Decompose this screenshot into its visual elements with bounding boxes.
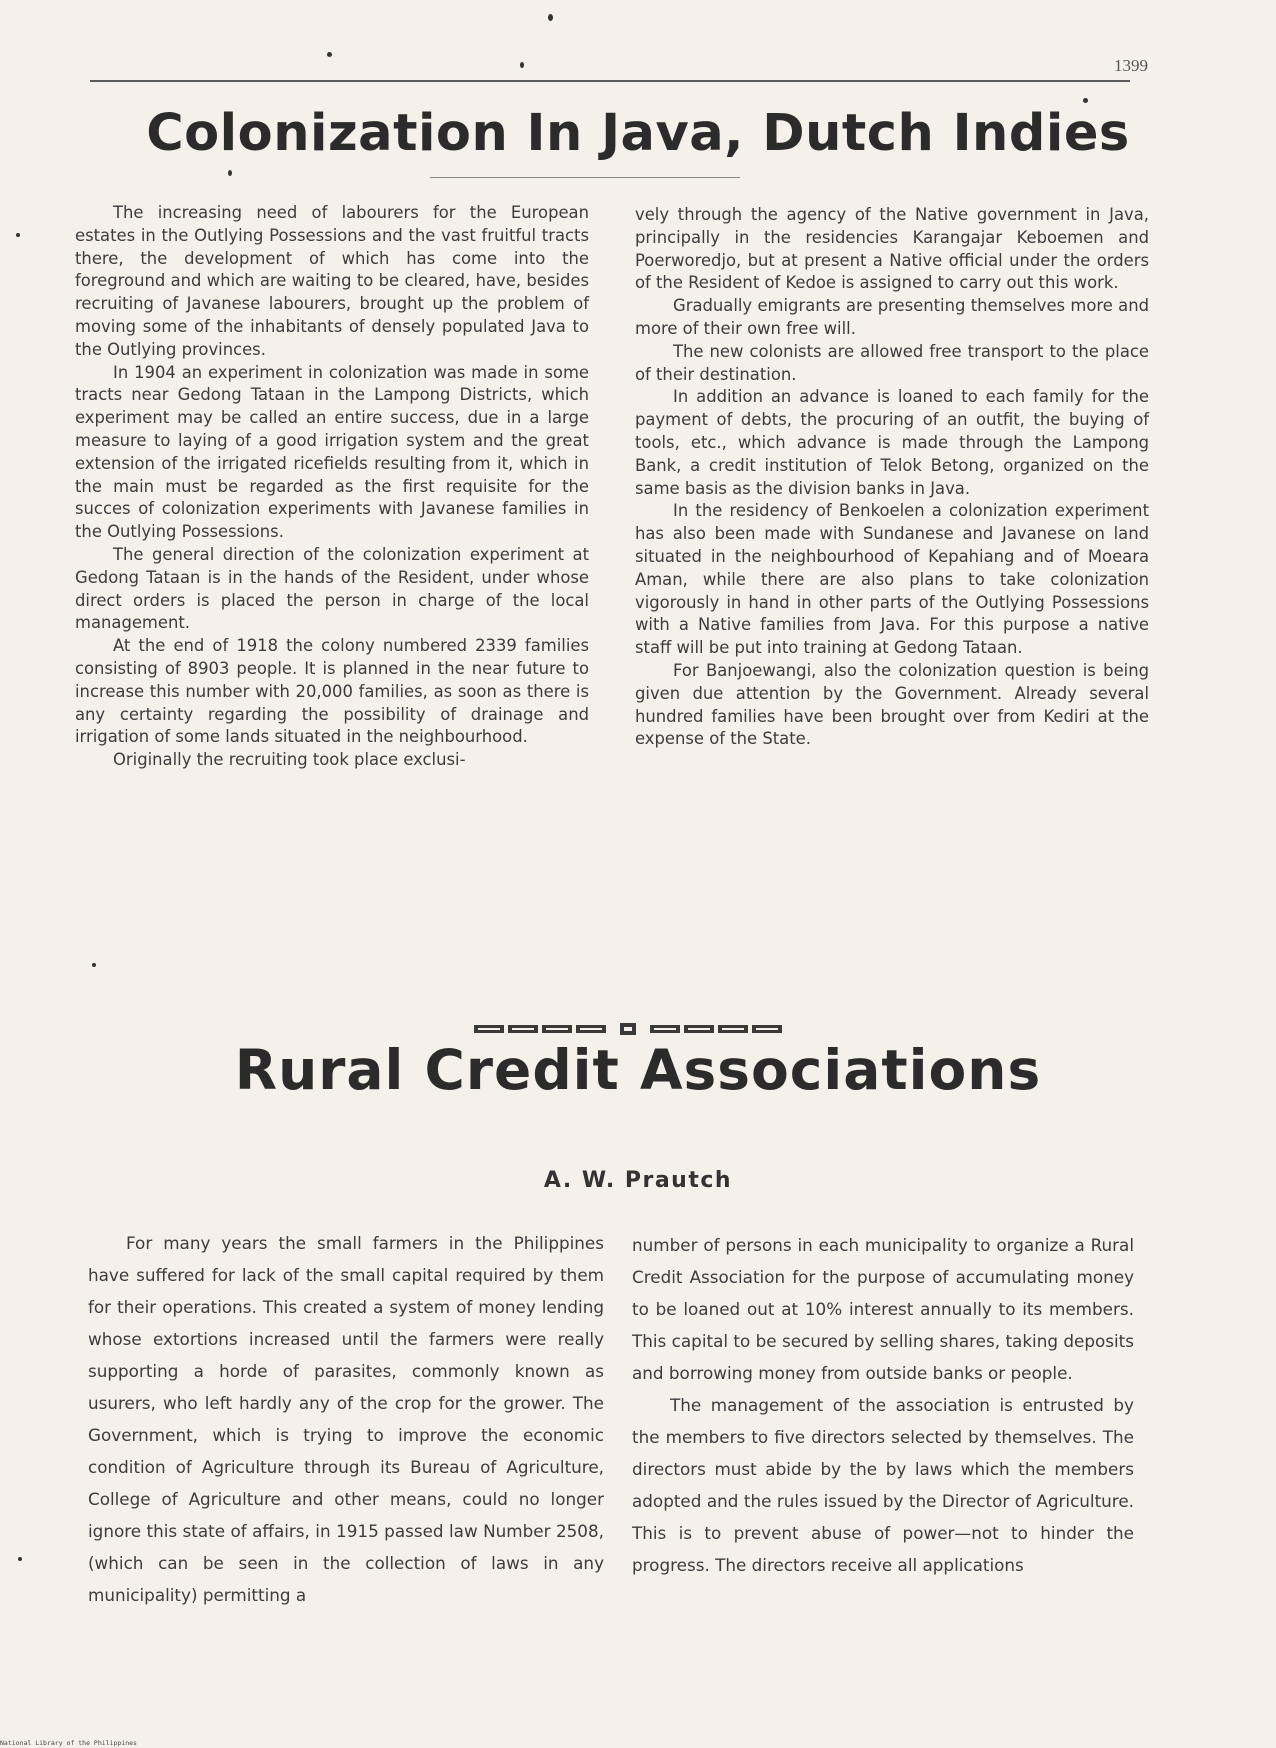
paragraph: The new colonists are allowed free transport to the place of their destination. (635, 341, 1149, 384)
library-credit: National Library of the Philippines (0, 1739, 137, 1747)
print-speck (92, 963, 96, 967)
print-speck (520, 62, 524, 68)
paragraph: In 1904 an experiment in colonization was made in some tracts near Gedong Tataan in the Lampong Districts, which experiment may be called an entire success, due in a large measure to laying of a good irrigation system and the great extension of the irrigated ricefields resulting from it, which in the main must be regarded as the first requisite for the succes of colonization experiments with Javanese families in the Outlying Possessions. (75, 362, 589, 542)
paragraph-continuation: number of persons in each municipality to organize a Rural Credit Association for the purpose of accumulating money to be loaned out at 10% interest annually to its members. This capital to be secured by selling shares, taking deposits and borrowing money from outside banks or people. (632, 1235, 1134, 1383)
print-speck (548, 14, 553, 21)
paragraph: Gradually emigrants are presenting themselves more and more of their own free will. (635, 296, 1149, 338)
article1-left-column (75, 202, 589, 772)
decorative-divider (474, 1022, 782, 1036)
print-speck (18, 1557, 22, 1561)
paragraph: For Banjoewangi, also the colonization question is being given due attention by the Government. Already several hundred families have been brought over from Kediri at the expense of the State. (635, 660, 1149, 749)
print-speck (327, 52, 332, 57)
page-number: 1399 (1114, 56, 1148, 75)
print-speck (228, 170, 232, 176)
article-title-colonization: Colonization In Java, Dutch Indies (146, 104, 1130, 163)
paragraph: In the residency of Benkoelen a colonization experiment has also been made with Sundanese and Javanese on land situated in the neighbourhood of Kepahiang and of Moeara Aman, while there are also plans to take colonization vigorously in hand in other parts of the Outlying Possessions with a Native families from Java. For this purpose a native staff will be put into training at Gedong Tataan. (635, 501, 1149, 658)
paragraph: Originally the recruiting took place exclusi- (113, 750, 466, 770)
print-speck (16, 233, 20, 237)
paragraph: For many years the small farmers in the Philippines have suffered for lack of the small capital required by them for their operations. This created a system of money lending whose extortions increased until the farmers were really supporting a horde of parasites, commonly known as usurers, who left hardly any of the crop for the grower. The Government, which is trying to improve the economic condition of Agriculture through its Bureau of Agriculture, College of Agriculture and other means, could no longer ignore this state of affairs, in 1915 passed law Number 2508, (which can be seen in the collection of laws in any municipality) permitting a (88, 1233, 604, 1605)
paragraph-continuation: vely through the agency of the Native government in Java, principally in the residencies Karangajar Keboemen and Poerworedjo, but at present a Native official under the orders of the Resident of Kedoe is assigned to carry out this work. (635, 205, 1149, 293)
title-underline (430, 177, 740, 178)
paragraph: In addition an advance is loaned to each family for the payment of debts, the procuring of an outfit, the buying of tools, etc., which advance is made through the Lampong Bank, a credit institution of Telok Betong, organized on the same basis as the division banks in Java. (635, 387, 1149, 498)
paragraph: At the end of 1918 the colony numbered 2339 families consisting of 8903 people. It is planned in the near future to increase this number with 20,000 families, as soon as there is any certainty regarding the possibility of drainage and irrigation of some lands situated in the neighbourhood. (75, 636, 589, 747)
article-title-rural-credit: Rural Credit Associations (234, 1038, 1042, 1102)
article2-left-column (88, 1227, 604, 1611)
header-rule (90, 80, 1130, 82)
article1-right-column (635, 204, 1149, 751)
article2-right-column (632, 1229, 1134, 1581)
paragraph: The increasing need of labourers for the European estates in the Outlying Possessions and the vast fruitful tracts there, the development of which has come into the foreground and which are waiting to be cleared, have, besides recruiting of Javanese labourers, brought up the problem of moving some of the inhabitants of densely populated Java to the Outlying provinces. (75, 203, 589, 359)
paragraph: The management of the association is entrusted by the members to five directors selected by themselves. The directors must abide by the by laws which the members adopted and the rules issued by the Director of Agriculture. This is to prevent abuse of power—not to hinder the progress. The directors receive all applications (632, 1395, 1134, 1575)
author-byline: A. W. Prautch (543, 1168, 733, 1193)
paragraph: The general direction of the colonization experiment at Gedong Tataan is in the hands of the Resident, under whose direct orders is placed the person in charge of the local management. (75, 544, 589, 633)
print-speck (1083, 98, 1088, 103)
